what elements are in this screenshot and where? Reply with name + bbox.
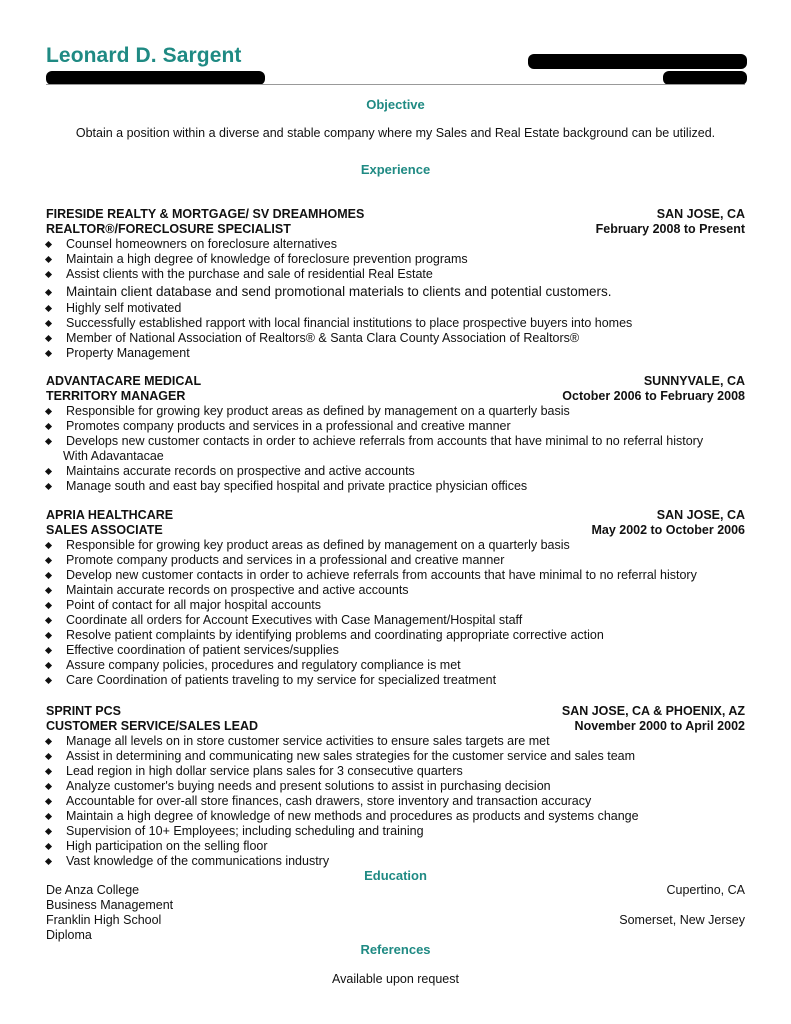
job-title: TERRITORY MANAGER bbox=[46, 389, 186, 403]
bullet-text: Responsible for growing key product areas as defined by management on a quarterly basis bbox=[66, 404, 570, 418]
job-entry bbox=[46, 704, 745, 869]
education-block bbox=[46, 883, 745, 943]
bullet-item bbox=[46, 346, 745, 361]
bullet-diamond-icon bbox=[45, 753, 52, 760]
bullet-text: Maintain a high degree of knowledge of foreclosure prevention programs bbox=[66, 252, 468, 266]
bullet-item bbox=[46, 613, 745, 628]
bullet-diamond-icon bbox=[45, 798, 52, 805]
bullet-item bbox=[46, 464, 745, 479]
experience-heading: Experience bbox=[360, 162, 431, 177]
bullet-diamond-icon bbox=[45, 813, 52, 820]
bullet-diamond-icon bbox=[45, 408, 52, 415]
bullet-item bbox=[46, 553, 745, 568]
bullet-diamond-icon bbox=[45, 738, 52, 745]
bullet-text: Counsel homeowners on foreclosure alternatives bbox=[66, 237, 337, 251]
bullet-text: With Adavantacae bbox=[63, 449, 164, 463]
redacted-contact-bar bbox=[528, 54, 747, 69]
bullet-diamond-icon bbox=[45, 557, 52, 564]
bullet-item bbox=[46, 404, 745, 419]
bullet-text: High participation on the selling floor bbox=[66, 839, 268, 853]
bullet-item bbox=[46, 734, 745, 749]
bullet-diamond-icon bbox=[45, 587, 52, 594]
bullet-diamond-icon bbox=[45, 305, 52, 312]
bullet-text: Point of contact for all major hospital accounts bbox=[66, 598, 321, 612]
bullet-item bbox=[46, 479, 745, 494]
bullet-item bbox=[46, 538, 745, 553]
bullet-item bbox=[46, 764, 745, 779]
bullet-text: Manage south and east bay specified hospital and private practice physician offices bbox=[66, 479, 528, 493]
job-dates: February 2008 to Present bbox=[595, 222, 745, 236]
bullet-diamond-icon bbox=[45, 271, 52, 278]
bullet-item bbox=[46, 434, 745, 449]
bullet-text: Maintain client database and send promotional materials to clients and potential customers. bbox=[66, 284, 612, 299]
bullet-text: Assure company policies, procedures and regulatory compliance is met bbox=[66, 658, 461, 672]
bullet-text: Care Coordination of patients traveling to my service for specialized treatment bbox=[66, 673, 497, 687]
job-bullets bbox=[46, 734, 745, 869]
bullet-item bbox=[46, 794, 745, 809]
company-name: APRIA HEALTHCARE bbox=[46, 508, 174, 522]
company-name: SPRINT PCS bbox=[46, 704, 122, 718]
bullet-item bbox=[46, 839, 745, 854]
education-left: De Anza College bbox=[46, 883, 140, 897]
bullet-diamond-icon bbox=[45, 468, 52, 475]
bullet-diamond-icon bbox=[45, 677, 52, 684]
education-left: Business Management bbox=[46, 898, 174, 912]
education-row bbox=[46, 928, 745, 943]
bullet-text: Maintain a high degree of knowledge of new methods and procedures as products and systems change bbox=[66, 809, 639, 823]
bullet-diamond-icon bbox=[45, 828, 52, 835]
bullet-text: Responsible for growing key product areas as defined by management on a quarterly basis bbox=[66, 538, 570, 552]
bullet-continuation bbox=[46, 449, 745, 464]
bullet-diamond-icon bbox=[45, 602, 52, 609]
bullet-text: Supervision of 10+ Employees; including scheduling and training bbox=[66, 824, 424, 838]
bullet-text: Highly self motivated bbox=[66, 301, 182, 315]
bullet-item bbox=[46, 316, 745, 331]
redacted-contact-bar bbox=[46, 71, 265, 85]
objective-text: Obtain a position within a diverse and stable company where my Sales and Real Estate background can be utilized. bbox=[75, 126, 716, 140]
bullet-item bbox=[46, 779, 745, 794]
bullet-item bbox=[46, 301, 745, 316]
bullet-text: Property Management bbox=[66, 346, 190, 360]
job-entry bbox=[46, 207, 745, 361]
job-bullets bbox=[46, 538, 745, 688]
company-name: ADVANTACARE MEDICAL bbox=[46, 374, 202, 388]
job-title: SALES ASSOCIATE bbox=[46, 523, 163, 537]
bullet-diamond-icon bbox=[45, 542, 52, 549]
bullet-text: Assist clients with the purchase and sale of residential Real Estate bbox=[66, 267, 433, 281]
job-entry bbox=[46, 508, 745, 688]
job-dates: October 2006 to February 2008 bbox=[562, 389, 745, 403]
education-right: Somerset, New Jersey bbox=[619, 913, 745, 927]
bullet-text: Develops new customer contacts in order to achieve referrals from accounts that have minimal to no referral history bbox=[66, 434, 704, 448]
job-title: REALTOR®/FORECLOSURE SPECIALIST bbox=[46, 222, 291, 236]
bullet-text: Successfully established rapport with local financial institutions to place prospective buyers into homes bbox=[66, 316, 633, 330]
bullet-diamond-icon bbox=[45, 320, 52, 327]
bullet-diamond-icon bbox=[45, 335, 52, 342]
company-name: FIRESIDE REALTY & MORTGAGE/ SV DREAMHOMES bbox=[46, 207, 365, 221]
education-left: Diploma bbox=[46, 928, 92, 942]
bullet-diamond-icon bbox=[45, 483, 52, 490]
education-row bbox=[46, 883, 745, 898]
job-location: SUNNYVALE, CA bbox=[643, 374, 745, 388]
bullet-item bbox=[46, 419, 745, 434]
bullet-diamond-icon bbox=[45, 768, 52, 775]
bullet-item bbox=[46, 252, 745, 267]
bullet-item bbox=[46, 331, 745, 346]
education-heading: Education bbox=[364, 868, 427, 883]
bullet-text: Maintain accurate records on prospective and active accounts bbox=[66, 583, 409, 597]
education-right: Cupertino, CA bbox=[666, 883, 745, 897]
objective-heading: Objective bbox=[366, 97, 425, 112]
references-heading: References bbox=[360, 942, 431, 957]
job-bullets bbox=[46, 404, 745, 494]
bullet-text: Develop new customer contacts in order to achieve referrals from accounts that have minimal to no referral history bbox=[66, 568, 697, 582]
bullet-diamond-icon bbox=[45, 423, 52, 430]
bullet-diamond-icon bbox=[45, 617, 52, 624]
bullet-text: Coordinate all orders for Account Executives with Case Management/Hospital staff bbox=[66, 613, 523, 627]
bullet-item bbox=[46, 267, 745, 282]
education-row bbox=[46, 913, 745, 928]
bullet-text: Lead region in high dollar service plans sales for 3 consecutive quarters bbox=[66, 764, 463, 778]
bullet-diamond-icon bbox=[45, 350, 52, 357]
bullet-diamond-icon bbox=[45, 662, 52, 669]
bullet-item bbox=[46, 673, 745, 688]
job-location: SAN JOSE, CA bbox=[656, 207, 745, 221]
bullet-text: Promotes company products and services in a professional and creative manner bbox=[66, 419, 511, 433]
bullet-diamond-icon bbox=[45, 438, 52, 445]
bullet-diamond-icon bbox=[45, 289, 52, 296]
bullet-text: Maintains accurate records on prospective and active accounts bbox=[66, 464, 415, 478]
bullet-item bbox=[46, 237, 745, 252]
bullet-text: Accountable for over-all store finances, cash drawers, store inventory and transaction accuracy bbox=[66, 794, 592, 808]
bullet-item bbox=[46, 568, 745, 583]
bullet-diamond-icon bbox=[45, 241, 52, 248]
job-location: SAN JOSE, CA & PHOENIX, AZ bbox=[561, 704, 745, 718]
bullet-text: Assist in determining and communicating new sales strategies for the customer service and sales team bbox=[66, 749, 636, 763]
bullet-text: Vast knowledge of the communications industry bbox=[66, 854, 330, 868]
bullet-item bbox=[46, 824, 745, 839]
bullet-item bbox=[46, 809, 745, 824]
bullet-diamond-icon bbox=[45, 858, 52, 865]
bullet-item bbox=[46, 749, 745, 764]
bullet-diamond-icon bbox=[45, 783, 52, 790]
candidate-name: Leonard D. Sargent bbox=[46, 44, 242, 67]
job-dates: May 2002 to October 2006 bbox=[591, 523, 745, 537]
bullet-text: Effective coordination of patient services/supplies bbox=[66, 643, 339, 657]
bullet-item bbox=[46, 628, 745, 643]
education-row bbox=[46, 898, 745, 913]
bullet-text: Promote company products and services in a professional and creative manner bbox=[66, 553, 505, 567]
bullet-diamond-icon bbox=[45, 256, 52, 263]
bullet-item bbox=[46, 643, 745, 658]
job-location: SAN JOSE, CA bbox=[656, 508, 745, 522]
bullet-diamond-icon bbox=[45, 843, 52, 850]
header-divider bbox=[46, 84, 745, 85]
bullet-text: Resolve patient complaints by identifying problems and coordinating appropriate corrective action bbox=[66, 628, 604, 642]
job-dates: November 2000 to April 2002 bbox=[574, 719, 745, 733]
references-text: Available upon request bbox=[332, 972, 459, 986]
bullet-item bbox=[46, 854, 745, 869]
bullet-item bbox=[46, 598, 745, 613]
bullet-item bbox=[46, 583, 745, 598]
job-entry bbox=[46, 374, 745, 494]
bullet-text: Member of National Association of Realtors® & Santa Clara County Association of Realtors® bbox=[66, 331, 580, 345]
bullet-item bbox=[46, 282, 745, 301]
bullet-diamond-icon bbox=[45, 647, 52, 654]
redacted-contact-bar bbox=[663, 71, 747, 85]
bullet-diamond-icon bbox=[45, 572, 52, 579]
bullet-text: Analyze customer's buying needs and present solutions to assist in purchasing decision bbox=[66, 779, 551, 793]
bullet-text: Manage all levels on in store customer service activities to ensure sales targets are met bbox=[66, 734, 550, 748]
education-left: Franklin High School bbox=[46, 913, 162, 927]
job-bullets bbox=[46, 237, 745, 361]
job-title: CUSTOMER SERVICE/SALES LEAD bbox=[46, 719, 259, 733]
bullet-item bbox=[46, 658, 745, 673]
bullet-diamond-icon bbox=[45, 632, 52, 639]
